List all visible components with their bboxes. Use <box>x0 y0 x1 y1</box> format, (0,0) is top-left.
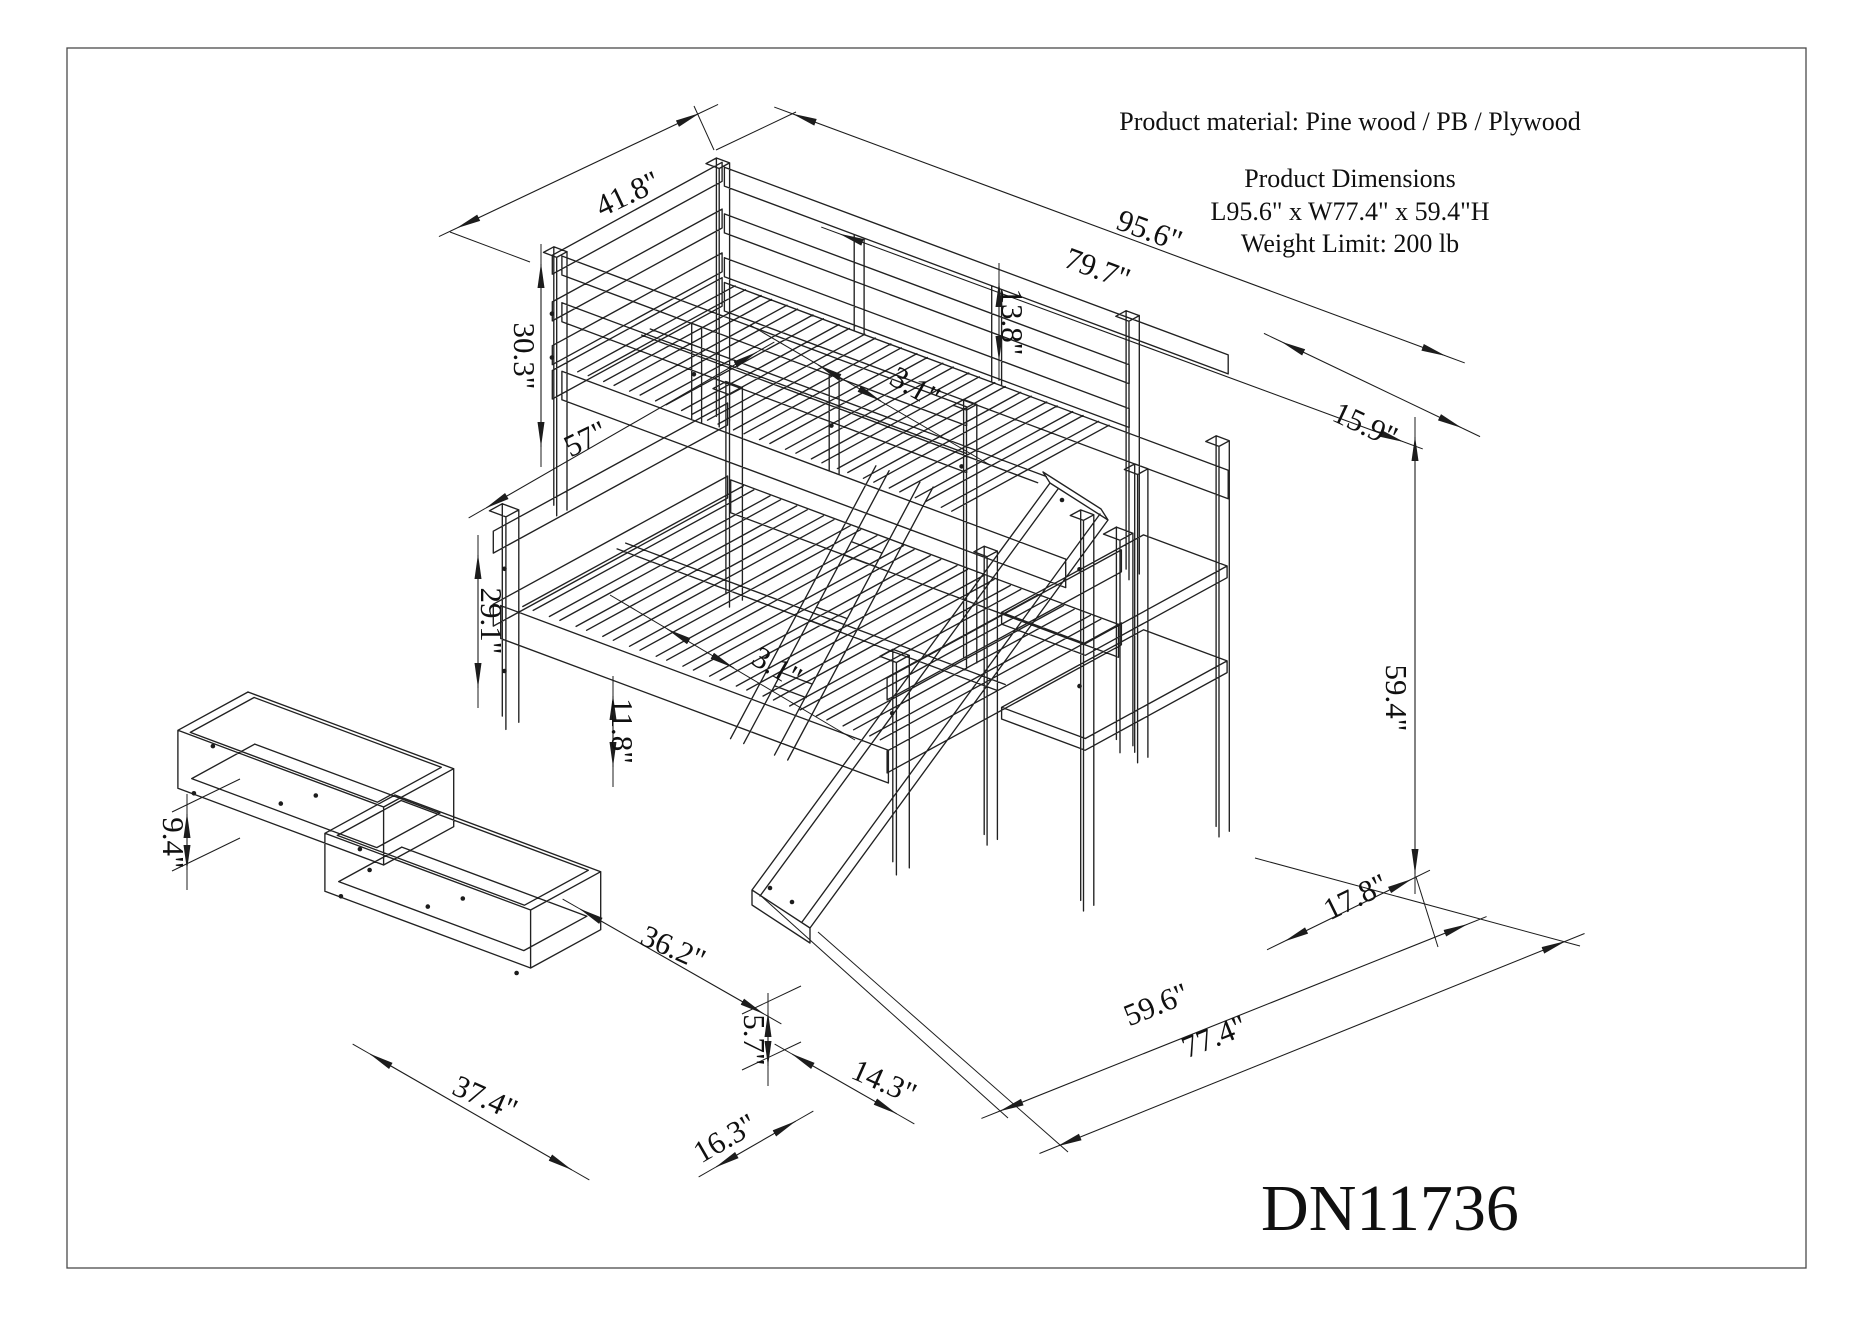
dimension-line <box>1566 934 1585 941</box>
dimension-line <box>716 112 796 150</box>
dim-overall-length: 95.6" <box>1112 202 1188 259</box>
dimension-line <box>699 1167 716 1177</box>
dim-upper-bed-width: 41.8" <box>589 163 666 224</box>
dim-bunk-length: 79.7" <box>1060 240 1136 297</box>
screw-hole-dot <box>959 464 964 469</box>
dimension-line <box>742 986 801 1014</box>
product-material-text: Product material: Pine wood / PB / Plywood <box>1119 107 1581 136</box>
dimension-line <box>1446 356 1465 363</box>
product-dimensions-value: L95.6" x W77.4" x 59.4"H <box>1210 197 1490 226</box>
dim-overall-height: 59.4" <box>1379 664 1414 732</box>
dimension-line <box>1039 1146 1058 1153</box>
screw-hole-dot <box>279 801 284 806</box>
bed-line-art <box>178 158 1229 968</box>
dimension-line <box>775 1044 792 1054</box>
screw-hole-dot <box>1077 567 1082 572</box>
dimension-line <box>469 508 486 518</box>
screw-hole-dot <box>192 791 197 796</box>
dimension-line <box>1267 941 1285 950</box>
screw-hole-dot <box>461 896 466 901</box>
dim-upper-section-height: 30.3" <box>507 322 542 390</box>
dim-overall-width: 77.4" <box>1176 1007 1252 1066</box>
bed-wireframe <box>178 158 1229 978</box>
dimension-line <box>774 107 793 114</box>
product-dimensions-title: Product Dimensions <box>1244 164 1456 193</box>
dim-drawer-top-length: 36.2" <box>635 917 711 978</box>
dimension-line <box>694 106 714 150</box>
screw-hole-dot <box>211 744 216 749</box>
dimension-line <box>981 1111 1000 1118</box>
screw-hole-dot <box>339 894 344 899</box>
dim-guardrail-height: 13.8" <box>995 288 1030 356</box>
dim-lower-end-height: 29.1" <box>474 587 509 655</box>
drawing-border <box>67 48 1806 1268</box>
screw-hole-dot <box>1060 498 1065 503</box>
dim-upper-slat-gap: 3.1" <box>884 358 947 415</box>
weight-limit-text: Weight Limit: 200 lb <box>1240 229 1460 258</box>
dimension-line <box>353 1044 370 1054</box>
screw-hole-dot <box>502 567 507 572</box>
screw-hole-dot <box>426 904 431 909</box>
dimension-line <box>1416 877 1438 947</box>
screw-hole-dot <box>890 711 895 716</box>
dimension-line <box>1462 428 1480 437</box>
dim-lower-slat-gap: 3.1" <box>746 638 809 695</box>
screw-hole-dot <box>314 793 319 798</box>
dimension-line <box>796 1111 813 1121</box>
dim-drawer-side-height: 5.7" <box>737 1014 772 1066</box>
screw-hole-dot <box>367 868 372 873</box>
dimension-line <box>897 1114 914 1124</box>
model-number: DN11736 <box>1261 1172 1519 1245</box>
screw-hole-dot <box>550 311 555 316</box>
screw-hole-dot <box>692 372 697 377</box>
dimension-line <box>439 228 457 237</box>
dimension-line <box>1264 333 1282 342</box>
dimension-line <box>457 113 700 228</box>
screw-hole-dot <box>1077 684 1082 689</box>
screw-hole-dot <box>358 847 363 852</box>
dimension-line <box>450 232 530 262</box>
dim-slide-base-width: 14.3" <box>846 1051 922 1112</box>
dim-drawer-length: 37.4" <box>447 1067 523 1128</box>
dim-shelf-depth: 17.8" <box>1317 866 1394 927</box>
dimension-line <box>818 365 834 374</box>
dimension-line <box>1255 858 1580 946</box>
screw-hole-dot <box>790 900 795 905</box>
screw-hole-dot <box>829 423 834 428</box>
dim-slide-to-end: 59.6" <box>1118 975 1194 1034</box>
dim-drawer-depth: 16.3" <box>687 1106 763 1170</box>
screw-hole-dot <box>550 355 555 360</box>
dim-drawer-height: 9.4" <box>156 817 191 869</box>
dim-loft-extension: 15.9" <box>1327 394 1404 455</box>
screw-hole-dot <box>514 971 519 976</box>
dimension-line <box>700 104 718 113</box>
dimension-line <box>572 1170 589 1180</box>
dimension-line <box>1058 941 1566 1146</box>
dim-under-bed-clearance: 11.8" <box>605 698 640 764</box>
dimension-line <box>818 932 1068 1152</box>
dim-lower-bed-end: 57" <box>558 413 613 464</box>
screw-hole-dot <box>768 886 773 891</box>
screw-hole-dot <box>502 669 507 674</box>
dimension-line <box>1404 442 1423 449</box>
